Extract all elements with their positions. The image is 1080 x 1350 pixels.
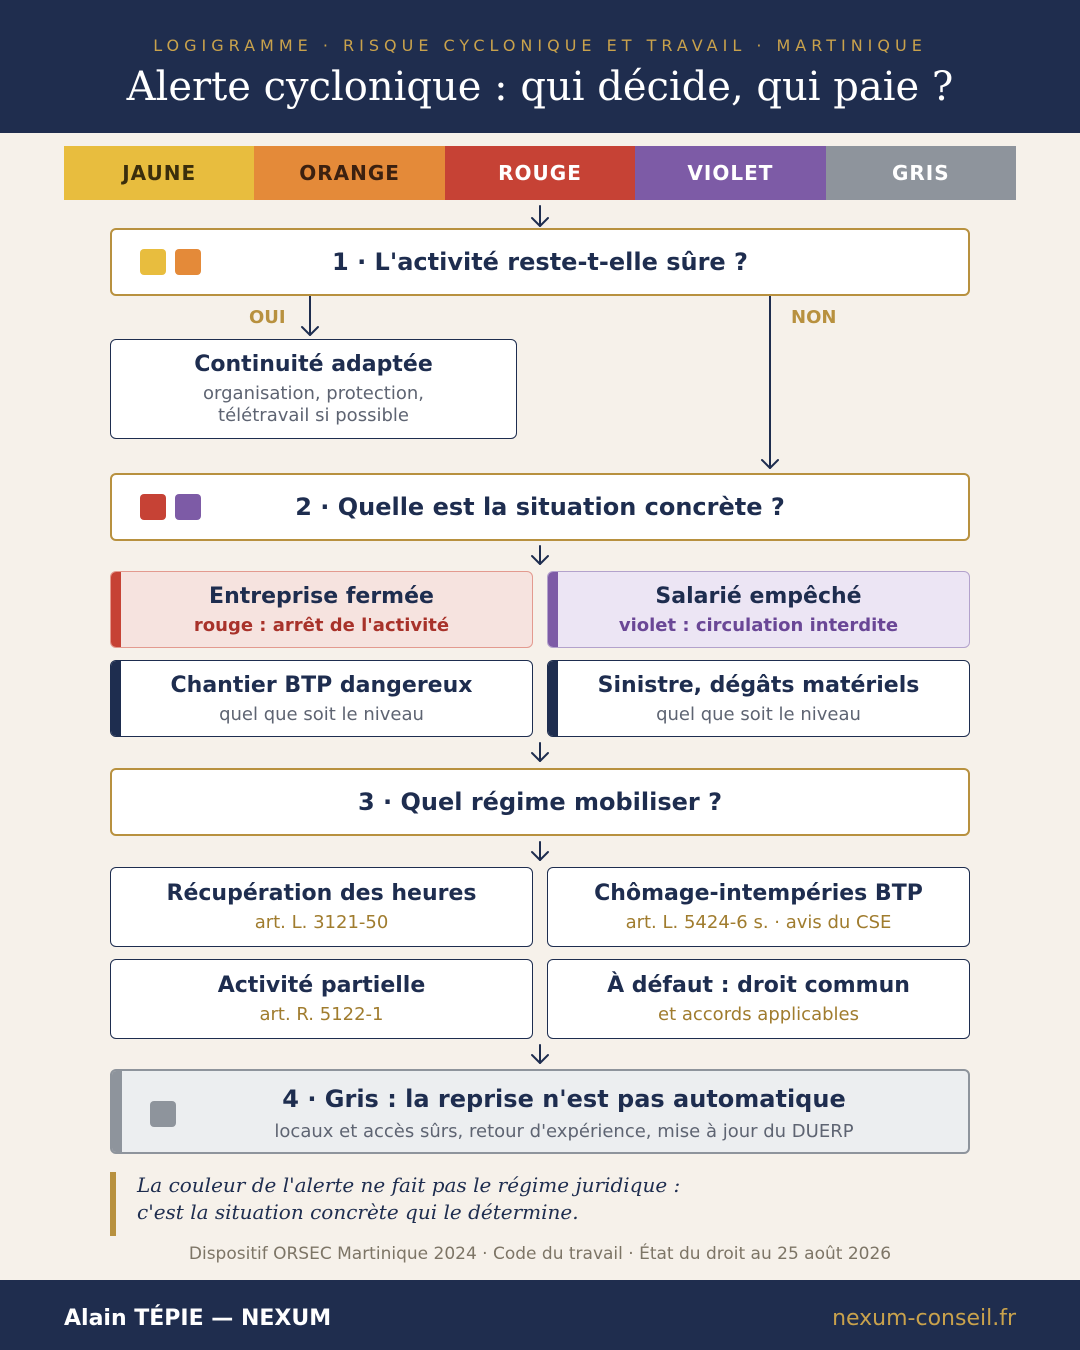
situation-title: Sinistre, dégâts matériels — [597, 672, 920, 698]
situation-salarie-empeche — [547, 571, 970, 648]
arrow-step2-to-situations — [532, 546, 548, 564]
situation-sinistre — [547, 660, 970, 737]
card-title: Continuité adaptée — [194, 351, 433, 377]
branch-label-oui: OUI — [249, 307, 286, 328]
violet-level-marker — [175, 494, 201, 520]
situation-subtitle: violet : circulation interdite — [618, 614, 899, 636]
regime-activite-partielle — [110, 959, 533, 1039]
header-banner — [0, 0, 1080, 133]
card-continuite-adaptee — [110, 339, 517, 439]
source-note: Dispositif ORSEC Martinique 2024 · Code du travail · État du droit au 25 août 2026 — [188, 1244, 892, 1264]
situation-subtitle: rouge : arrêt de l'activité — [193, 614, 450, 636]
regime-recuperation-heures — [110, 867, 533, 947]
question-step-3 — [110, 768, 970, 836]
situation-title: Entreprise fermée — [209, 583, 434, 609]
level-orange: ORANGE — [254, 146, 444, 200]
regime-chomage-intemperies — [547, 867, 970, 947]
level-rouge: ROUGE — [445, 146, 635, 200]
step-4-title: 4 · Gris : la reprise n'est pas automatique — [282, 1085, 846, 1113]
regime-reference: art. R. 5122-1 — [259, 1004, 384, 1025]
regime-title: Chômage-intempéries BTP — [594, 881, 923, 906]
step-4-subtitle: locaux et accès sûrs, retour d'expérience, mise à jour du DUERP — [274, 1121, 854, 1142]
arrow-step3-to-regimes — [532, 842, 548, 860]
level-gris: GRIS — [826, 146, 1016, 200]
header-kicker: LOGIGRAMME · RISQUE CYCLONIQUE ET TRAVAIL · MARTINIQUE — [153, 36, 927, 55]
arrow-regimes-to-step4 — [532, 1045, 548, 1063]
yellow-level-marker — [140, 249, 166, 275]
arrow-oui — [302, 296, 318, 335]
level-violet: VIOLET — [635, 146, 825, 200]
regime-reference: art. L. 5424-6 s. · avis du CSE — [625, 912, 892, 933]
arrow-non — [762, 296, 778, 468]
situation-title: Chantier BTP dangereux — [170, 672, 473, 698]
situation-title: Salarié empêché — [655, 583, 862, 609]
regime-reference: art. L. 3121-50 — [254, 912, 389, 933]
page-title: Alerte cyclonique : qui décide, qui paie ? — [126, 64, 954, 110]
question-step-2-label: 2 · Quelle est la situation concrète ? — [295, 493, 785, 521]
situation-subtitle: quel que soit le niveau — [656, 703, 861, 725]
question-step-1-label: 1 · L'activité reste-t-elle sûre ? — [332, 248, 748, 276]
question-step-3-label: 3 · Quel régime mobiliser ? — [357, 788, 723, 816]
arrow-situations-to-step3 — [532, 743, 548, 761]
step-4-reprise — [110, 1069, 970, 1154]
question-step-1 — [110, 228, 970, 296]
situation-subtitle: quel que soit le niveau — [219, 703, 424, 725]
footer-bar — [0, 1280, 1080, 1350]
orange-level-marker — [175, 249, 201, 275]
regime-title: À défaut : droit commun — [607, 973, 910, 998]
level-jaune: JAUNE — [64, 146, 254, 200]
regime-droit-commun — [547, 959, 970, 1039]
regime-title: Récupération des heures — [166, 881, 477, 906]
footer-website-link[interactable]: nexum-conseil.fr — [832, 1306, 1016, 1331]
situation-entreprise-fermee — [110, 571, 533, 648]
red-level-marker — [140, 494, 166, 520]
key-takeaway-quote: La couleur de l'alerte ne fait pas le régime juridique : c'est la situation concrète qui le détermine. — [110, 1172, 970, 1236]
card-subtitle: organisation, protection, télétravail si possible — [203, 382, 424, 426]
regime-title: Activité partielle — [217, 973, 426, 998]
arrow-levels-to-step1 — [532, 206, 548, 226]
question-step-2 — [110, 473, 970, 541]
footer-author: Alain TÉPIE — NEXUM — [64, 1306, 332, 1331]
regime-reference: et accords applicables — [658, 1004, 859, 1025]
branch-label-non: NON — [791, 307, 837, 328]
situation-chantier-btp — [110, 660, 533, 737]
alert-level-scale — [64, 146, 1016, 200]
